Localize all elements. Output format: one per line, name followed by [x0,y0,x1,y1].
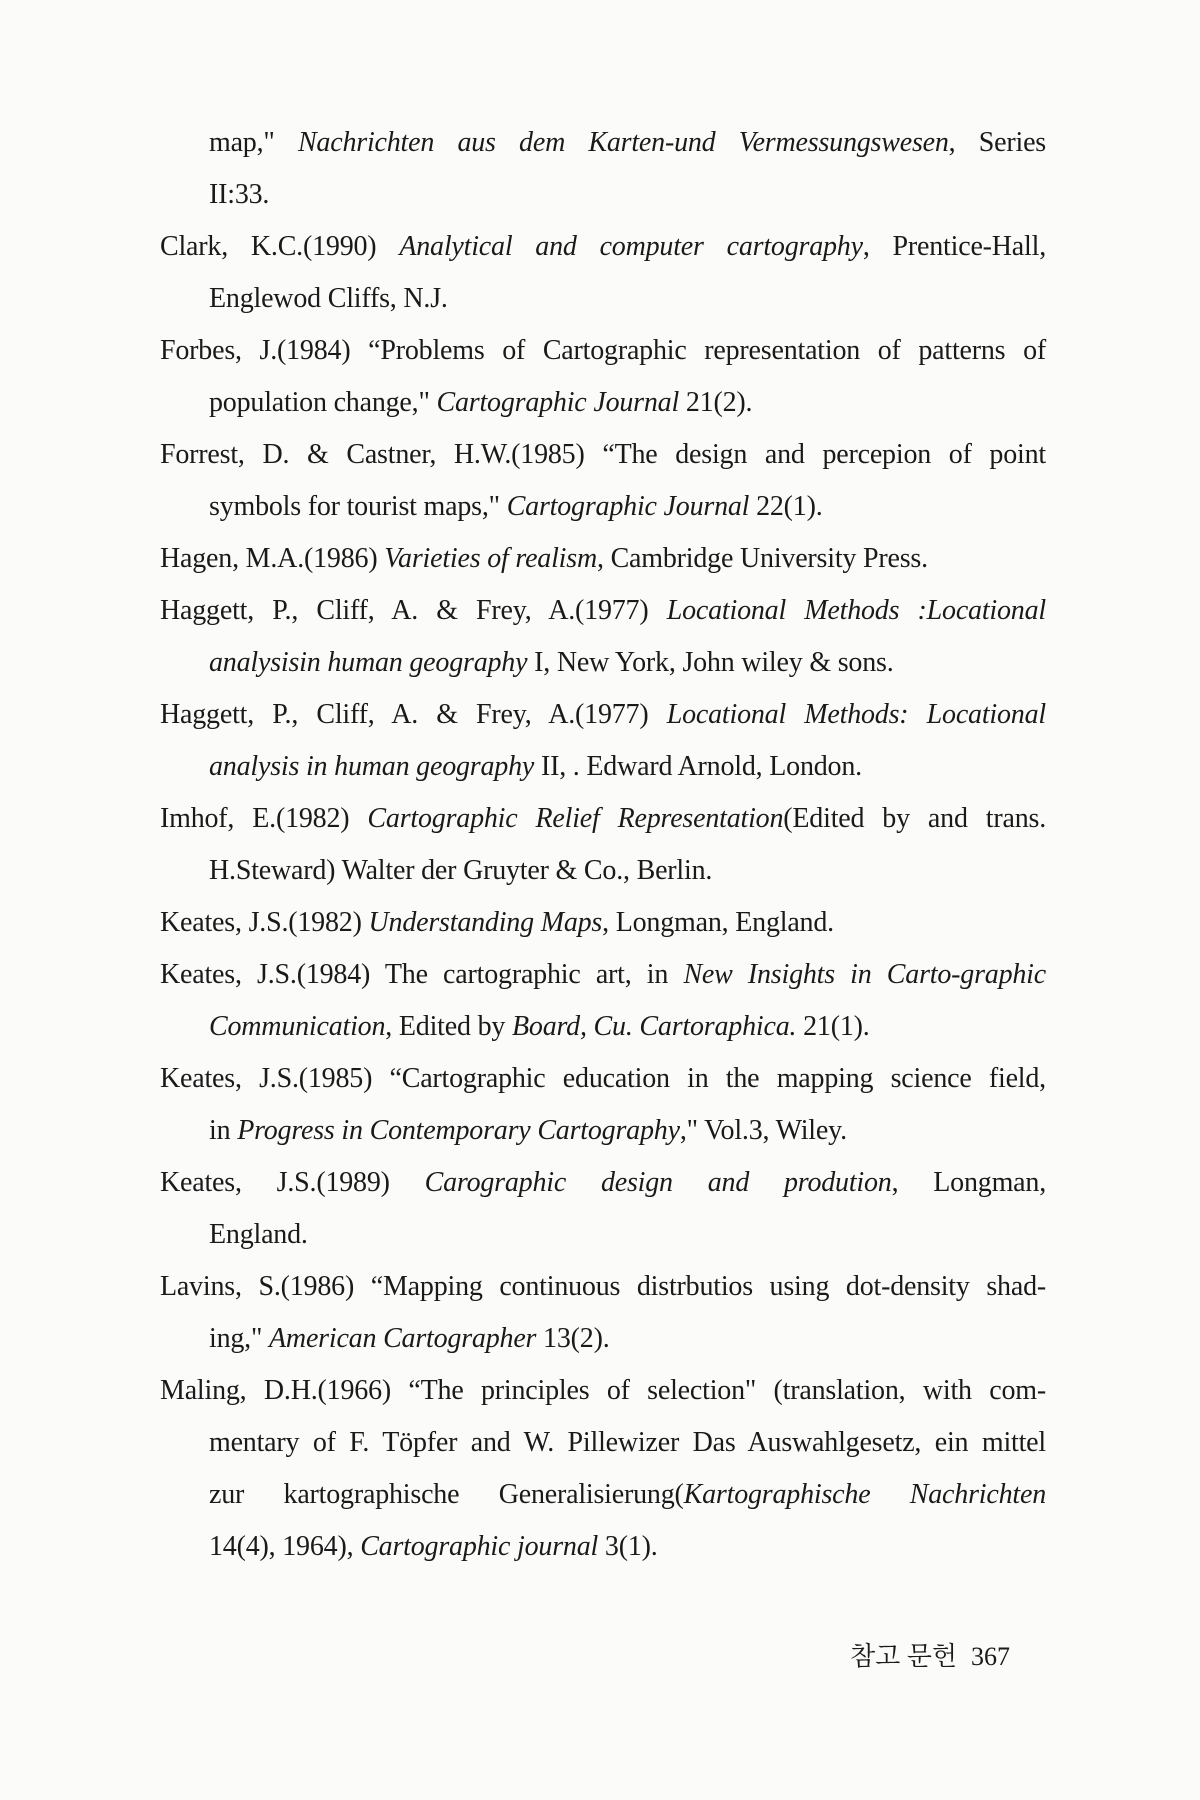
reference-text: Englewod Cliffs, N.J. [209,283,448,314]
reference-text: England. [209,1219,308,1250]
reference-entry [160,1365,1046,1573]
reference-title-text: Cartographic Journal [506,491,750,522]
reference-line [160,169,1046,221]
reference-line [160,1209,1046,1261]
reference-text: , Prentice-Hall, [862,231,1046,262]
reference-title-text: Communication [209,1011,386,1042]
reference-line [160,741,1046,793]
reference-text: Keates, J.S.(1982) [160,907,369,938]
reference-text: , Cambridge University Press. [596,543,928,574]
reference-text: I, New York, John wiley & sons. [527,647,894,678]
reference-line [160,325,1046,377]
reference-entry [160,533,1046,585]
reference-text: map," [209,127,298,158]
reference-title-text: Analytical and computer cartography [399,231,863,262]
reference-title-text: analysis in human geography [209,751,535,782]
reference-text: Imhof, E.(1982) [160,803,368,834]
running-footer-section: 참고 문헌 [850,1642,957,1671]
reference-title-text: Cartographic Relief Representation [367,803,784,834]
reference-line [160,533,1046,585]
reference-line [160,1053,1046,1105]
reference-entry [160,793,1046,897]
reference-line [160,897,1046,949]
reference-line [160,1001,1046,1053]
reference-text: Keates, J.S.(1985) “Cartographic education in the mapping science field, [160,1063,1046,1094]
reference-title-text: New Insights in Carto-graphic [683,959,1046,990]
reference-line [160,221,1046,273]
reference-entry [160,1261,1046,1365]
reference-text: Keates, J.S.(1984) The cartographic art, in [160,959,684,990]
reference-line [160,1105,1046,1157]
reference-line [160,117,1046,169]
reference-text: population change," [209,387,437,418]
reference-title-text: Varieties of realism [384,543,597,574]
reference-line [160,1157,1046,1209]
reference-line [160,845,1046,897]
reference-line [160,949,1046,1001]
reference-text: H.Steward) Walter der Gruyter & Co., Berlin. [209,855,713,886]
reference-text: ," Vol.3, Wiley. [679,1115,847,1146]
reference-entry [160,949,1046,1053]
reference-text: mentary of F. Töpfer and W. Pillewizer Das Auswahlgesetz, ein mittel [209,1427,1046,1458]
reference-line [160,585,1046,637]
page-number: 367 [970,1642,1010,1671]
reference-text: 14(4), 1964), [209,1531,361,1562]
reference-text: Maling, D.H.(1966) “The principles of selection" (translation, with com- [160,1375,1046,1406]
reference-entry [160,585,1046,689]
reference-entry [160,117,1046,221]
reference-text: 22(1). [749,491,823,522]
reference-text: , Series [948,127,1046,158]
reference-title-text: analysisin human geography [209,647,528,678]
reference-text: , Edited by [385,1011,512,1042]
reference-text: zur kartographische Generalisierung( [209,1479,684,1510]
reference-title-text: Cartographic Journal [436,387,680,418]
reference-text: Forrest, D. & Castner, H.W.(1985) “The design and percepion of point [160,439,1046,470]
reference-title-text: Cartographic journal [360,1531,599,1562]
reference-line [160,429,1046,481]
reference-entry [160,325,1046,429]
reference-line [160,273,1046,325]
reference-entry [160,897,1046,949]
reference-title-text: Board, Cu. Cartoraphica. [512,1011,797,1042]
reference-title-text: Kartographische Nachrichten [683,1479,1046,1510]
reference-text: II:33. [209,179,270,210]
reference-line [160,481,1046,533]
reference-line [160,1469,1046,1521]
reference-text: Hagen, M.A.(1986) [160,543,385,574]
reference-entry [160,689,1046,793]
reference-line [160,793,1046,845]
reference-title-text: Locational Methods: Locational [666,699,1046,730]
reference-entry [160,1157,1046,1261]
reference-line [160,1417,1046,1469]
reference-text: 13(2). [536,1323,610,1354]
reference-text: Keates, J.S.(1989) [160,1167,425,1198]
reference-line [160,377,1046,429]
reference-line [160,1261,1046,1313]
reference-line [160,1365,1046,1417]
reference-text: Haggett, P., Cliff, A. & Frey, A.(1977) [160,595,667,626]
reference-text: (Edited by and trans. [783,803,1046,834]
reference-text: 3(1). [598,1531,658,1562]
reference-text: , Longman, England. [602,907,834,938]
reference-line [160,637,1046,689]
reference-title-text: American Cartographer [269,1323,537,1354]
reference-text: ing," [209,1323,270,1354]
reference-title-text: Locational Methods :Locational [666,595,1046,626]
page-footer [850,1636,1010,1673]
reference-text: 21(1). [796,1011,870,1042]
reference-line [160,689,1046,741]
reference-text: Clark, K.C.(1990) [160,231,400,262]
reference-text: Lavins, S.(1986) “Mapping continuous distrbutios using dot-density shad- [160,1271,1046,1302]
reference-list [160,117,1046,1573]
reference-title-text: Carographic design and prodution [424,1167,892,1198]
reference-text: Haggett, P., Cliff, A. & Frey, A.(1977) [160,699,667,730]
reference-text: , Longman, [891,1167,1046,1198]
reference-text: 21(2). [679,387,753,418]
reference-text: in [209,1115,238,1146]
reference-title-text: Progress in Contemporary Cartography [237,1115,680,1146]
reference-entry [160,429,1046,533]
reference-entry [160,221,1046,325]
reference-text: symbols for tourist maps," [209,491,507,522]
reference-text: II, . Edward Arnold, London. [534,751,862,782]
reference-title-text: Nachrichten aus dem Karten-und Vermessungswesen [297,127,949,158]
reference-text: Forbes, J.(1984) “Problems of Cartographic representation of patterns of [160,335,1046,366]
reference-entry [160,1053,1046,1157]
reference-title-text: Understanding Maps [368,907,603,938]
reference-line [160,1313,1046,1365]
reference-line [160,1521,1046,1573]
